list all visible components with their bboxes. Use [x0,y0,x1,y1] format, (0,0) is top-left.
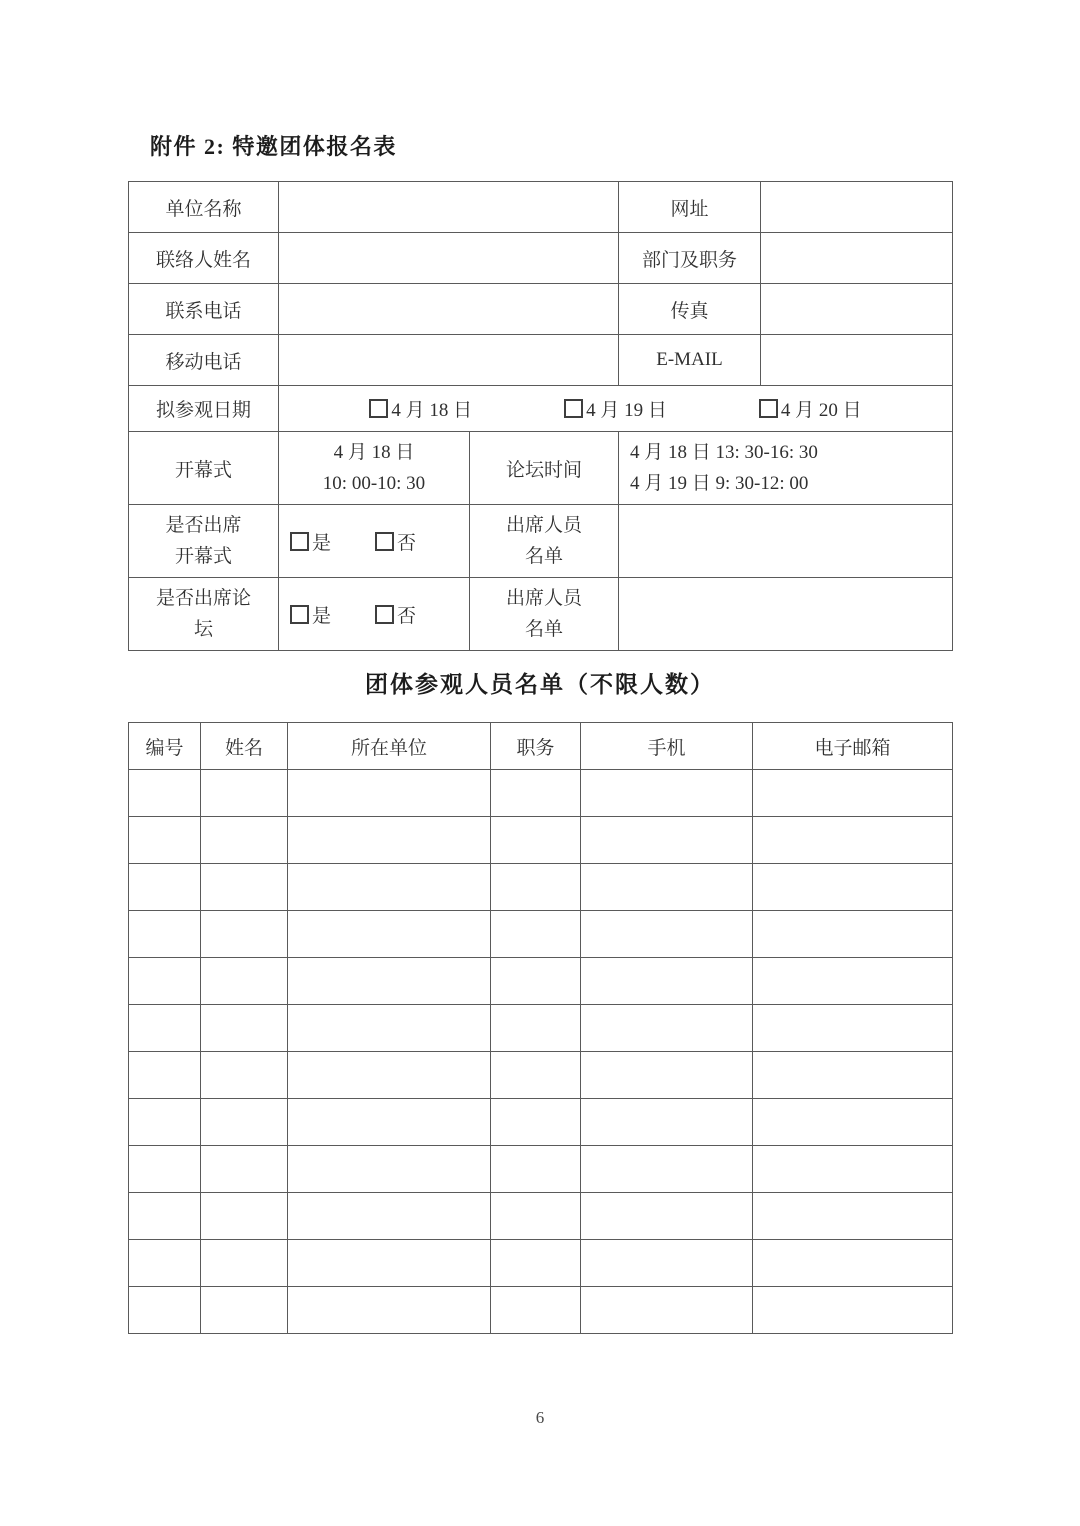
forum-time-label: 论坛时间 [470,432,619,505]
empty-cell [581,864,753,911]
empty-cell [581,1052,753,1099]
empty-cell [753,1240,953,1287]
empty-cell [129,1005,201,1052]
mobile-label: 移动电话 [129,335,279,386]
empty-cell [753,1193,953,1240]
empty-cell [201,770,288,817]
empty-cell [491,1193,581,1240]
form-row-phone [129,284,953,335]
empty-cell [288,1240,491,1287]
attendee-list-label-line1: 出席人员 [505,515,582,536]
page-number: 6 [535,1408,545,1427]
form-row-attend-forum [129,578,953,651]
empty-cell [288,1287,491,1334]
empty-cell [753,1146,953,1193]
empty-cell [201,958,288,1005]
empty-visitor-row [129,817,953,864]
empty-cell [581,1193,753,1240]
department-title-field [761,233,953,284]
attend-forum-list-field [619,578,953,651]
empty-visitor-row [129,770,953,817]
empty-cell [753,1052,953,1099]
email-field [761,335,953,386]
empty-cell [581,958,753,1005]
empty-cell [581,1240,753,1287]
checkbox-icon [375,605,394,624]
empty-cell [491,911,581,958]
visitor-list-table [128,722,953,1334]
attend-forum-no-option [375,601,416,628]
empty-visitor-row [129,1240,953,1287]
empty-cell [201,911,288,958]
visit-date-option-label: 4 月 19 日 [586,400,667,421]
empty-cell [288,817,491,864]
attend-forum-label-line1: 是否出席论 [155,588,251,609]
empty-cell [129,1240,201,1287]
website-field [761,182,953,233]
empty-visitor-row [129,958,953,1005]
attend-opening-list-label [470,505,619,578]
empty-visitor-row [129,1146,953,1193]
fax-field [761,284,953,335]
attend-opening-label-line1: 是否出席 [165,515,242,536]
empty-cell [129,864,201,911]
attend-opening-options-cell [279,505,470,578]
empty-cell [753,958,953,1005]
empty-cell [753,770,953,817]
empty-cell [581,1146,753,1193]
empty-cell [288,864,491,911]
empty-visitor-row [129,1005,953,1052]
unit-name-field [279,182,619,233]
empty-cell [129,1146,201,1193]
empty-visitor-row [129,1193,953,1240]
empty-cell [753,911,953,958]
empty-cell [491,958,581,1005]
visit-date-option-label: 4 月 18 日 [391,400,473,421]
phone-label: 联系电话 [129,284,279,335]
yes-label: 是 [312,605,332,627]
department-title-label: 部门及职务 [619,233,761,284]
contact-name-label: 联络人姓名 [129,233,279,284]
empty-cell [129,1099,201,1146]
checkbox-icon [375,532,394,551]
empty-cell [581,770,753,817]
registration-form-table [128,181,953,651]
empty-cell [288,1193,491,1240]
empty-cell [581,1099,753,1146]
header-email: 电子邮箱 [753,723,953,770]
attend-opening-list-field [619,505,953,578]
empty-cell [288,1052,491,1099]
attend-forum-yes-option [290,601,331,628]
form-row-schedule [129,432,953,505]
mobile-field [279,335,619,386]
opening-ceremony-label: 开幕式 [129,432,279,505]
checkbox-icon [564,399,583,418]
empty-cell [491,1052,581,1099]
checkbox-icon [759,399,778,418]
checkbox-icon [369,399,388,418]
forum-time-line1: 4 月 18 日 13: 30-16: 30 [630,442,818,463]
empty-cell [201,1287,288,1334]
form-row-mobile [129,335,953,386]
visit-date-option-apr18 [369,395,472,422]
empty-cell [129,1193,201,1240]
header-position: 职务 [491,723,581,770]
attend-forum-list-label [470,578,619,651]
empty-visitor-row [129,864,953,911]
empty-visitor-row [129,1052,953,1099]
yes-label: 是 [312,532,332,554]
attend-opening-label-line2: 开幕式 [174,546,232,567]
opening-time-line2: 10: 00-10: 30 [322,473,426,494]
empty-cell [753,864,953,911]
empty-cell [491,1146,581,1193]
header-name: 姓名 [201,723,288,770]
empty-cell [288,958,491,1005]
visit-date-option-label: 4 月 20 日 [780,400,862,421]
empty-cell [288,1099,491,1146]
header-organization: 所在单位 [288,723,491,770]
empty-cell [753,1005,953,1052]
empty-cell [129,1287,201,1334]
empty-cell [288,911,491,958]
phone-field [279,284,619,335]
empty-visitor-row [129,911,953,958]
empty-cell [201,1052,288,1099]
attend-opening-yes-option [290,528,331,555]
fax-label: 传真 [619,284,761,335]
form-row-unit-name [129,182,953,233]
empty-cell [581,1005,753,1052]
empty-cell [201,864,288,911]
attend-opening-label [129,505,279,578]
empty-cell [491,770,581,817]
empty-cell [491,1005,581,1052]
visitor-table-body [129,723,953,1334]
empty-cell [129,1052,201,1099]
checkbox-icon [290,605,309,624]
empty-cell [201,1193,288,1240]
no-label: 否 [397,605,417,627]
opening-time-line1: 4 月 18 日 [333,442,415,463]
empty-cell [491,817,581,864]
attend-forum-label-line2: 坛 [193,619,213,640]
empty-cell [201,1146,288,1193]
unit-name-label: 单位名称 [129,182,279,233]
empty-cell [201,1240,288,1287]
attend-forum-options-cell [279,578,470,651]
empty-cell [201,1099,288,1146]
attend-forum-label [129,578,279,651]
empty-cell [288,1146,491,1193]
empty-cell [129,958,201,1005]
attachment-title: 附件 2: 特邀团体报名表 [150,134,397,159]
empty-cell [288,1005,491,1052]
attendee-list-label-line2: 名单 [524,546,563,567]
empty-visitor-row [129,1287,953,1334]
empty-cell [491,1240,581,1287]
opening-ceremony-time [279,432,470,505]
empty-cell [201,1005,288,1052]
visit-date-option-apr20 [759,395,862,422]
header-mobile: 手机 [581,723,753,770]
form-row-attend-opening [129,505,953,578]
empty-cell [581,911,753,958]
empty-cell [129,817,201,864]
email-label: E-MAIL [619,335,761,386]
attend-opening-no-option [375,528,416,555]
visit-date-label: 拟参观日期 [129,386,279,432]
forum-time-line2: 4 月 19 日 9: 30-12: 00 [630,473,809,494]
empty-cell [491,864,581,911]
empty-cell [129,911,201,958]
empty-visitor-row [129,1099,953,1146]
visitor-table-header-row [129,723,953,770]
empty-cell [288,770,491,817]
visit-date-options-cell [279,386,953,432]
checkbox-icon [290,532,309,551]
no-label: 否 [397,532,417,554]
attendee-list-label-line2: 名单 [524,619,563,640]
contact-name-field [279,233,619,284]
empty-cell [753,1099,953,1146]
website-label: 网址 [619,182,761,233]
empty-cell [491,1099,581,1146]
form-row-visit-date [129,386,953,432]
empty-cell [491,1287,581,1334]
empty-cell [753,1287,953,1334]
header-number: 编号 [129,723,201,770]
empty-cell [581,1287,753,1334]
empty-cell [581,817,753,864]
form-row-contact-name [129,233,953,284]
visit-date-option-apr19 [564,395,667,422]
attendee-list-label-line1: 出席人员 [505,588,582,609]
forum-time-cell [619,432,953,505]
empty-cell [129,770,201,817]
empty-cell [201,817,288,864]
empty-cell [753,817,953,864]
visitor-list-title: 团体参观人员名单（不限人数） [365,672,715,697]
